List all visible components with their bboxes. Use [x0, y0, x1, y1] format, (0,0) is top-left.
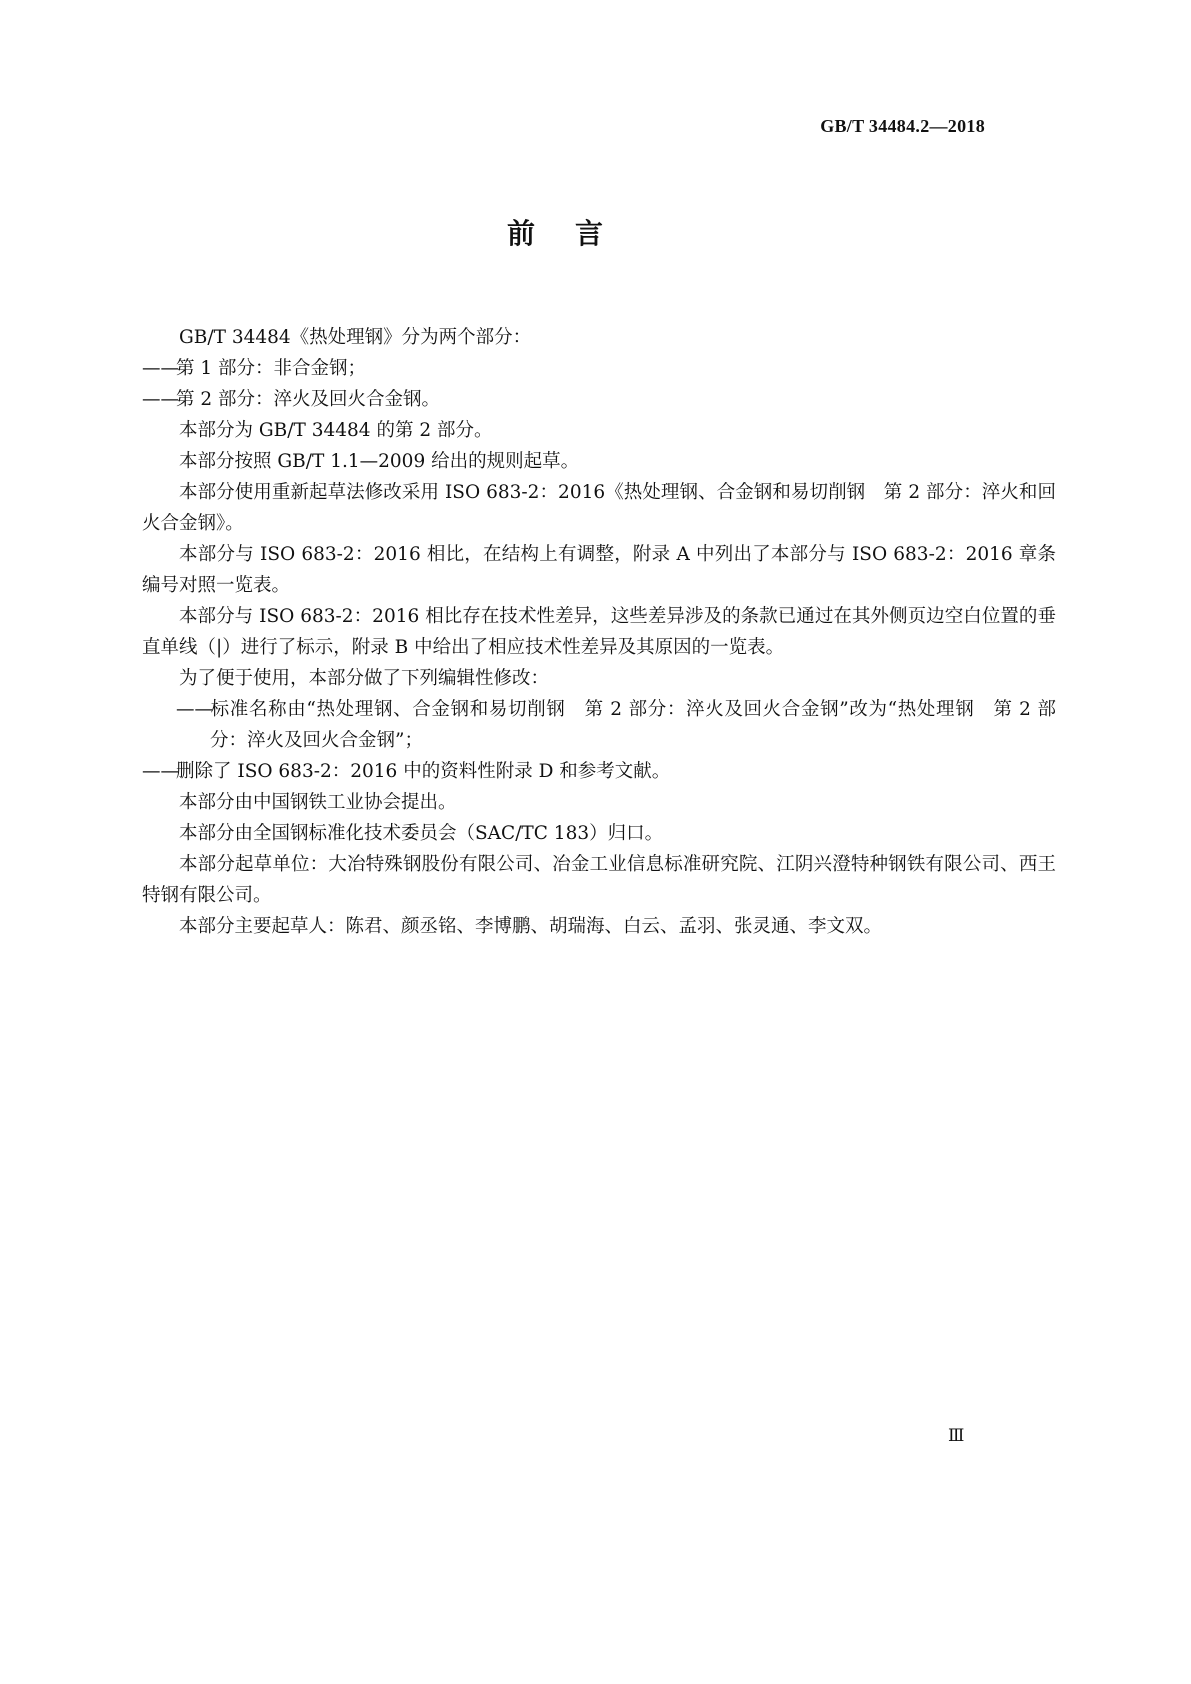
list-item — [142, 384, 1056, 415]
paragraph-text: 本部分由全国钢标准化技术委员会（SAC/TC 183）归口。 — [179, 823, 664, 844]
paragraph — [142, 539, 1056, 601]
list-item — [142, 694, 1056, 756]
page-number: Ⅲ — [948, 1426, 965, 1446]
paragraph-text: 本部分由中国钢铁工业协会提出。 — [179, 792, 457, 813]
standard-number: GB/T 34484.2—2018 — [820, 116, 985, 136]
paragraph — [142, 322, 1056, 353]
paragraph-text: 本部分主要起草人：陈君、颜丞铭、李博鹏、胡瑞海、白云、孟羽、张灵通、李文双。 — [179, 916, 883, 937]
paragraph-text: 本部分与 ISO 683-2：2016 相比存在技术性差异，这些差异涉及的条款已通过在其外侧页边空白位置的垂直单线（|）进行了标示，附录 B 中给出了相应技术性差异及其原因的一览表。 — [142, 606, 1056, 658]
dash-marker: —— — [176, 699, 213, 720]
paragraph — [142, 663, 1056, 694]
paragraph-text: 本部分与 ISO 683-2：2016 相比，在结构上有调整，附录 A 中列出了本部分与 ISO 683-2：2016 章条编号对照一览表。 — [142, 544, 1056, 596]
paragraph-text: 标准名称由“热处理钢、合金钢和易切削钢 第 2 部分：淬火及回火合金钢”改为“热处理钢 第 2 部分：淬火及回火合金钢”； — [210, 699, 1056, 751]
page-title: 前言 — [506, 217, 643, 250]
paragraph — [142, 818, 1056, 849]
paragraph — [142, 446, 1056, 477]
dash-marker: —— — [142, 389, 179, 410]
dash-marker: —— — [142, 358, 179, 379]
dash-marker: —— — [142, 761, 179, 782]
paragraph-text: 本部分起草单位：大冶特殊钢股份有限公司、冶金工业信息标准研究院、江阴兴澄特种钢铁有限公司、西王特钢有限公司。 — [142, 854, 1056, 906]
paragraph — [142, 849, 1056, 911]
paragraph — [142, 415, 1056, 446]
list-item — [142, 756, 1056, 787]
list-item — [142, 353, 1056, 384]
paragraph-text: 第 1 部分：非合金钢； — [176, 358, 367, 379]
paragraph-text: 本部分使用重新起草法修改采用 ISO 683-2：2016《热处理钢、合金钢和易切削钢 第 2 部分：淬火和回火合金钢》。 — [142, 482, 1056, 534]
paragraph-text: GB/T 34484《热处理钢》分为两个部分： — [179, 327, 532, 348]
paragraph-text: 为了便于使用，本部分做了下列编辑性修改： — [179, 668, 550, 689]
paragraph — [142, 911, 1056, 942]
paragraph-text: 本部分按照 GB/T 1.1—2009 给出的规则起草。 — [179, 451, 580, 472]
paragraph-text: 删除了 ISO 683-2：2016 中的资料性附录 D 和参考文献。 — [176, 761, 671, 782]
paragraph-text: 第 2 部分：淬火及回火合金钢。 — [176, 389, 441, 410]
foreword-body — [142, 322, 1056, 942]
paragraph-text: 本部分为 GB/T 34484 的第 2 部分。 — [179, 420, 493, 441]
paragraph — [142, 601, 1056, 663]
paragraph — [142, 477, 1056, 539]
paragraph — [142, 787, 1056, 818]
